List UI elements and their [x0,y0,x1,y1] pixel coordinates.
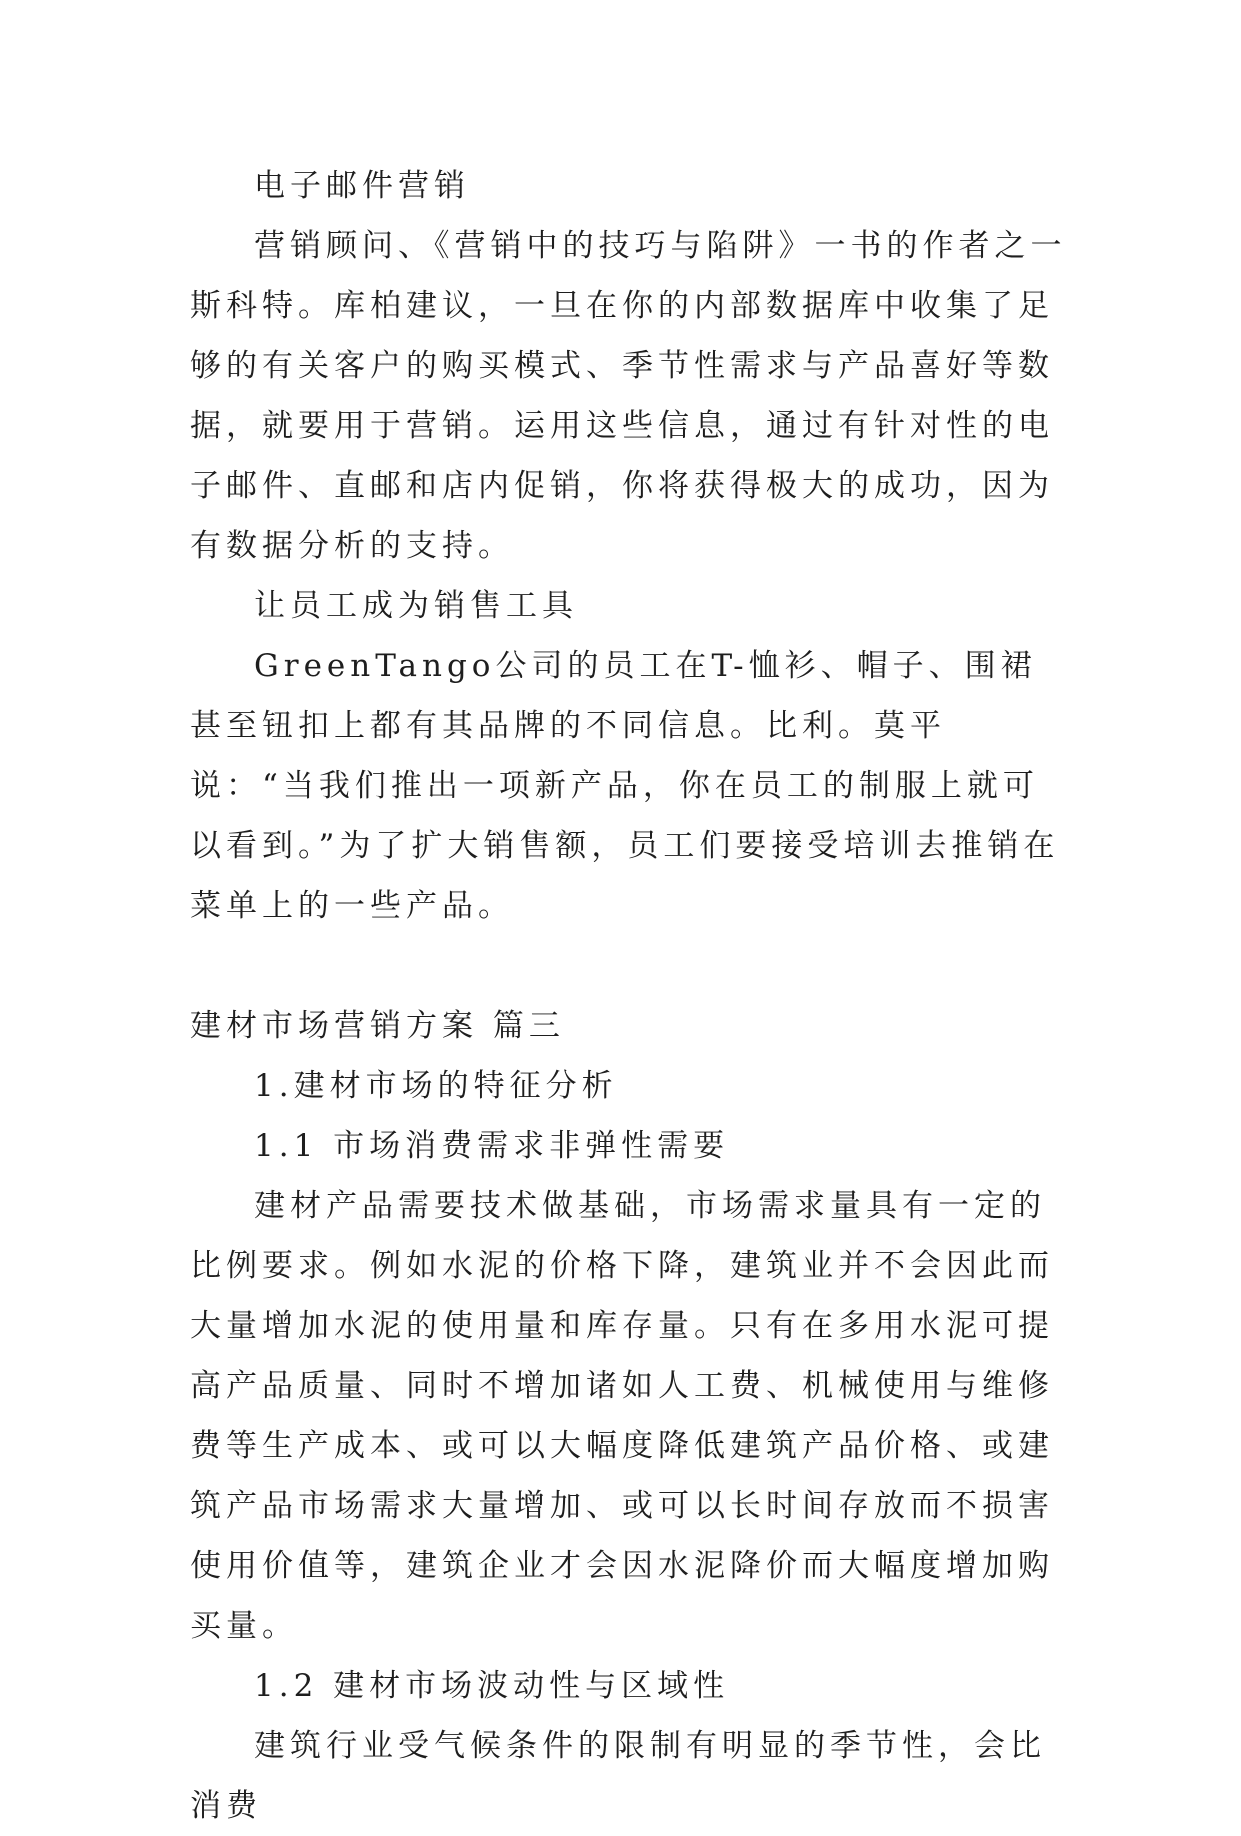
heading-email-marketing: 电子邮件营销 [254,168,470,204]
paragraph-seasonality: 建筑行业受气候条件的限制有明显的季节性，会比消费 [190,1728,1046,1824]
heading-staff-sales-tool: 让员工成为销售工具 [254,588,578,624]
paragraph-email-marketing: 营销顾问、《营销中的技巧与陷阱》一书的作者之一斯科特。库柏建议，一旦在你的内部数据库中收集了足够的有关客户的购买模式、季节性需求与产品喜好等数据，就要用于营销。运用这些信息，通过有针对性的电子邮件、直邮和店内促销，你将获得极大的成功，因为有数据分析的支持。 [190,228,1067,564]
document-body [190,156,1070,1836]
paragraph-greentango: GreenTango公司的员工在T-恤衫、帽子、围裙甚至钮扣上都有其品牌的不同信息。比利。莫平说：“当我们推出一项新产品，你在员工的制服上就可以看到。”为了扩大销售额，员工们要接受培训去推销在菜单上的一些产品。 [190,648,1060,924]
heading-inelastic-demand: 1.1 市场消费需求非弹性需要 [254,1128,730,1164]
section-title-part-three: 建材市场营销方案 篇三 [190,1008,565,1044]
paragraph-inelastic-demand: 建材产品需要技术做基础，市场需求量具有一定的比例要求。例如水泥的价格下降，建筑业并不会因此而大量增加水泥的使用量和库存量。只有在多用水泥可提高产品质量、同时不增加诸如人工费、机械使用与维修费等生产成本、或可以大幅度降低建筑产品价格、或建筑产品市场需求大量增加、或可以长时间存放而不损害使用价值等，建筑企业才会因水泥降价而大幅度增加购买量。 [190,1188,1054,1644]
heading-market-feature-analysis: 1.建材市场的特征分析 [254,1068,618,1104]
heading-volatility-regionality: 1.2 建材市场波动性与区域性 [254,1668,730,1704]
